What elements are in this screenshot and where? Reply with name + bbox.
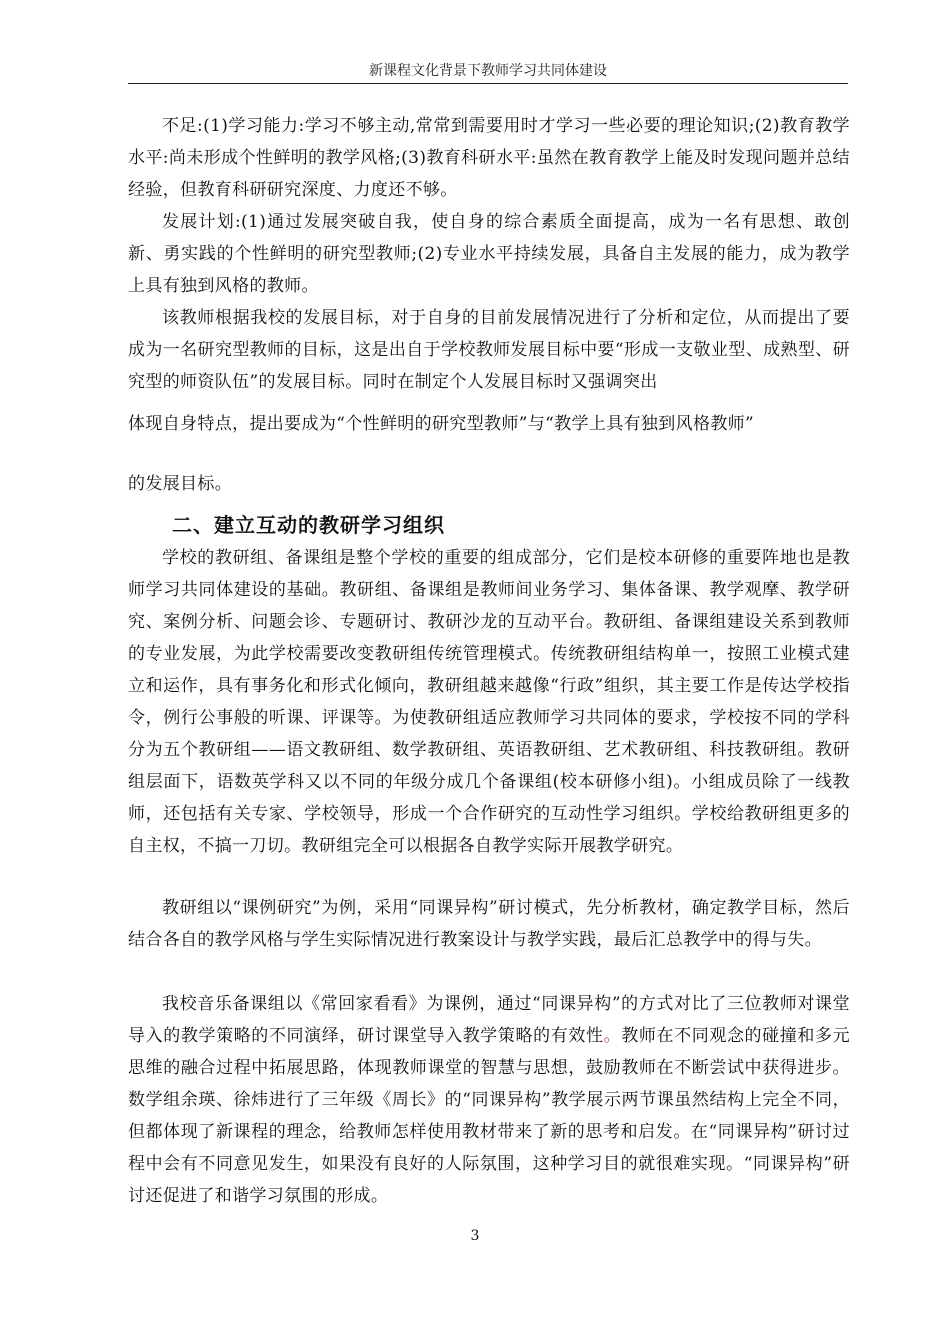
paragraph-analysis: 该教师根据我校的发展目标，对于自身的目前发展情况进行了分析和定位，从而提出了要成为一名研究型教师的目标，这是出自于学校教师发展目标中要“形成一支敬业型、成熟型、研究型的师资队伍”的发展目标。同时在制定个人发展目标时又强调突出 [128, 308, 850, 392]
section-heading: 二、建立互动的教研学习组织 [172, 513, 445, 537]
page-number: 3 [470, 1228, 480, 1244]
paragraph-lesson-study: 教研组以“课例研究”为例，采用“同课异构”研讨模式，先分析教材，确定教学目标，然后结合各自的教学风格与学生实际情况进行教案设计与教学实践，最后汇总教学中的得与失。 [128, 898, 850, 950]
running-header: 新课程文化背景下教师学习共同体建设 [369, 63, 607, 79]
paragraph-teaching-groups: 学校的教研组、备课组是整个学校的重要的组成部分，它们是校本研修的重要阵地也是教师学习共同体建设的基础。教研组、备课组是教师间业务学习、集体备课、教学观摩、教学研究、案例分析、问题会诊、专题研讨、教研沙龙的互动平台。教研组、备课组建设关系到教师的专业发展，为此学校需要改变教研组传统管理模式。传统教研组结构单一，按照工业模式建立和运作，具有事务化和形式化倾向，教研组越来越像“行政”组织，其主要工作是传达学校指令，例行公事般的听课、评课等。为使教研组适应教师学习共同体的要求，学校按不同的学科分为五个教研组——语文教研组、数学教研组、英语教研组、艺术教研组、科技教研组。教研组层面下，语数英学科又以不同的年级分成几个备课组(校本研修小组)。小组成员除了一线教师，还包括有关专家、学校领导，形成一个合作研究的互动性学习组织。学校给教研组更多的自主权，不搞一刀切。教研组完全可以根据各自教学实际开展教学研究。 [128, 548, 850, 856]
music-group-text-a: 我校音乐备课组以《常回家看看》为课例，通过“同课异构”的方式对比了三位教师对课堂导入的教学策略的不同演绎，研讨课堂导入教学策略的有效性 [128, 994, 850, 1046]
paragraph-music-group [128, 988, 850, 1212]
paragraph-analysis-line2: 体现自身特点，提出要成为“个性鲜明的研究型教师”与“教学上具有独到风格教师” [128, 414, 755, 434]
header-divider [128, 83, 848, 84]
paragraph-analysis-line3: 的发展目标。 [128, 474, 233, 494]
red-period: 。 [603, 1026, 622, 1046]
paragraph-development-plan: 发展计划:(1)通过发展突破自我，使自身的综合素质全面提高，成为一名有思想、敢创新、勇实践的个性鲜明的研究型教师;(2)专业水平持续发展，具备自主发展的能力，成为教学上具有独到风格的教师。 [128, 212, 850, 296]
music-group-text-b: 教师在不同观念的碰撞和多元思维的融合过程中拓展思路，体现教师课堂的智慧与思想，鼓励教师在不断尝试中获得进步。数学组余瑛、徐炜进行了三年级《周长》的“同课异构”教学展示两节课虽然结构上完全不同，但都体现了新课程的理念，给教师怎样使用教材带来了新的思考和启发。在“同课异构”研讨过程中会有不同意见发生，如果没有良好的人际氛围，这种学习目的就很难实现。“同课异构”研讨还促进了和谐学习氛围的形成。 [128, 1026, 850, 1206]
paragraph-shortcomings: 不足:(1)学习能力:学习不够主动,常常到需要用时才学习一些必要的理论知识;(2)教育教学水平:尚未形成个性鲜明的教学风格;(3)教育科研水平:虽然在教育教学上能及时发现问题并总结经验，但教育科研研究深度、力度还不够。 [128, 116, 850, 200]
